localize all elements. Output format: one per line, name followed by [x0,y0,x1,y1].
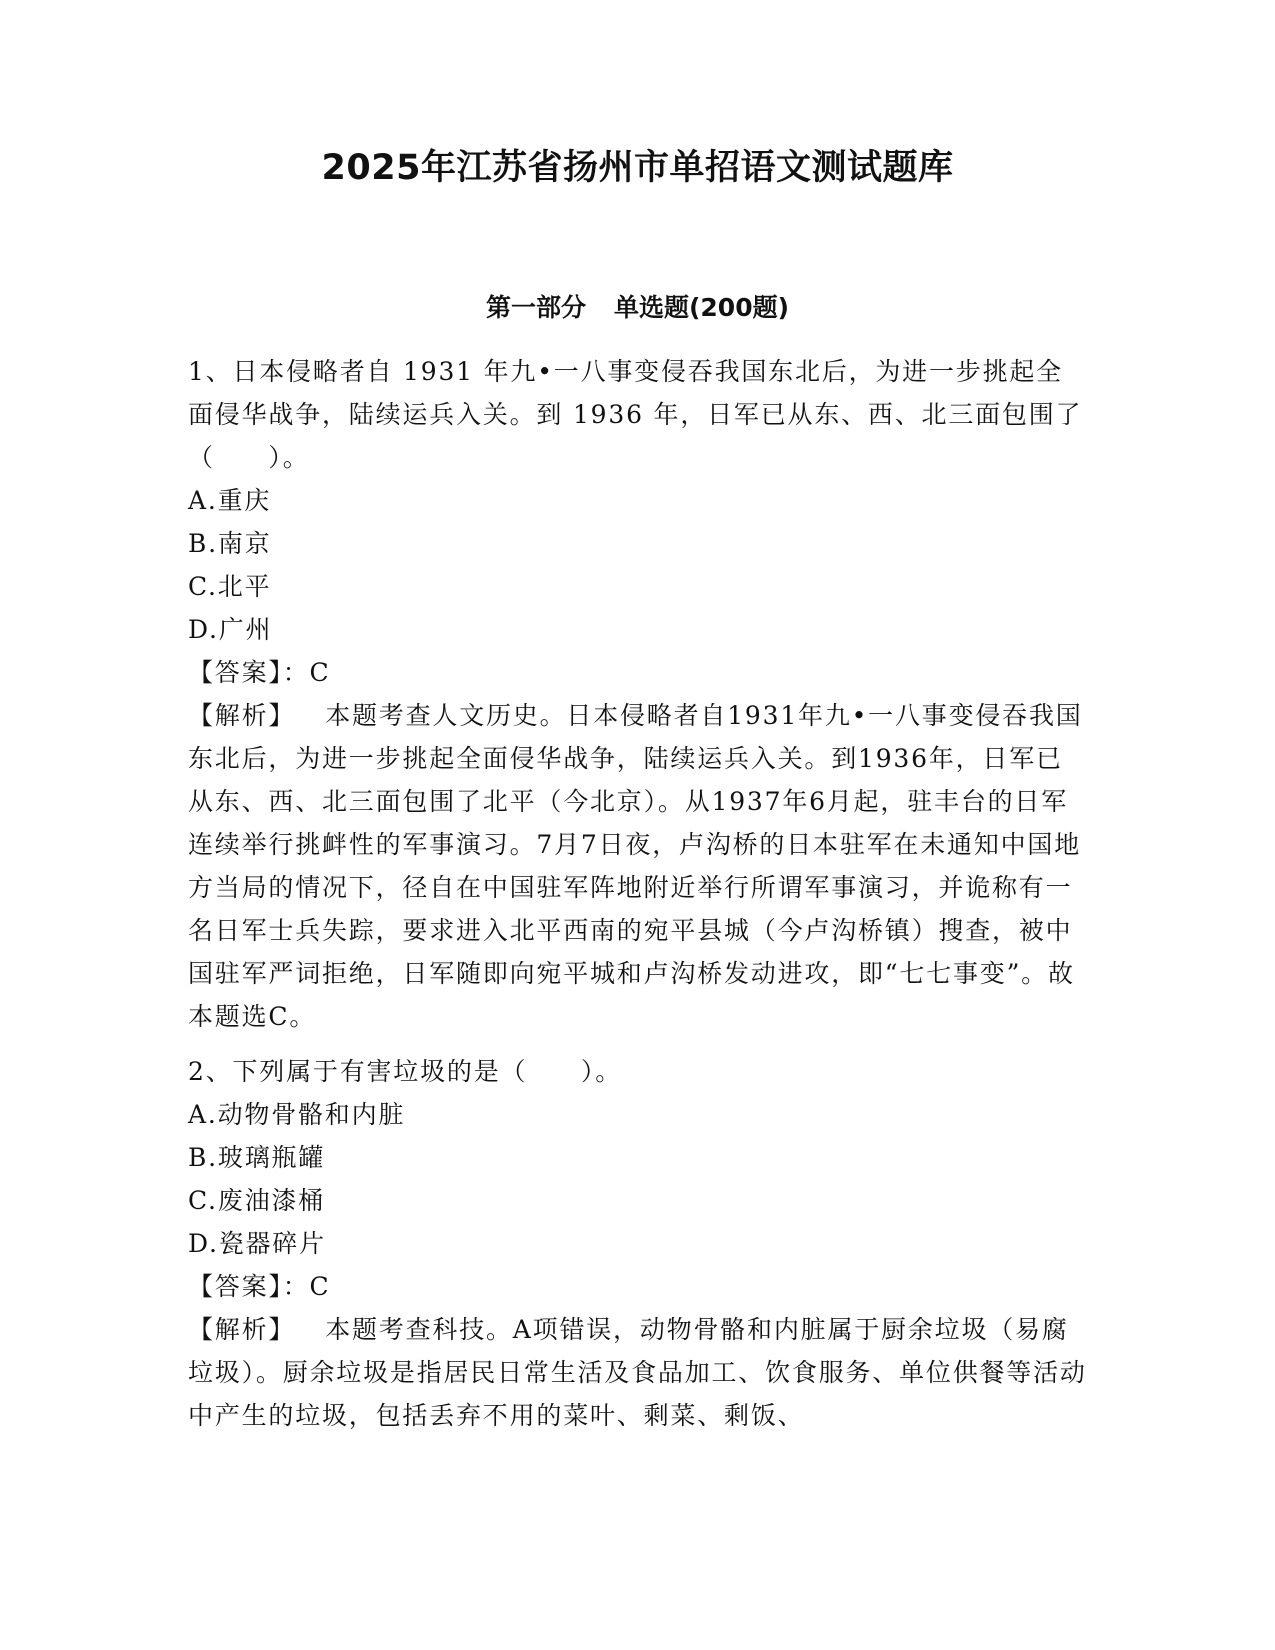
option-c: C.废油漆桶 [188,1186,325,1215]
option-a: A.重庆 [188,486,272,515]
option-d: D.广州 [188,615,273,644]
analysis-paragraph [188,1308,1088,1437]
analysis-paragraph [188,694,1088,1038]
question-2 [188,1050,1088,1437]
option-a: A.动物骨骼和内脏 [188,1100,406,1129]
option-b: B.南京 [188,529,272,558]
analysis-label: 【解析】 [188,1315,296,1344]
option-d: D.瓷器碎片 [188,1229,326,1258]
section-part: 第一部分 [485,293,586,322]
answer-label: 【答案】： [188,658,310,687]
answer-line [188,651,1088,694]
answer-value: C [309,658,331,687]
answer-line [188,1265,1088,1308]
section-heading [0,291,1275,325]
question-1 [188,350,1088,1038]
document-title: 2025年江苏省扬州市单招语文测试题库 [321,148,954,188]
analysis-text: 本题考查人文历史。日本侵略者自1931年九•一八事变侵吞我国东北后，为进一步挑起全面侵华战争，陆续运兵入关。到1936年，日军已从东、西、北三面包围了北平（今北京）。从1937年6月起，驻丰台的日军连续举行挑衅性的军事演习。7月7日夜，卢沟桥的日本驻军在未通知中国地方当局的情况下，径自在中国驻军阵地附近举行所谓军事演习，并诡称有一名日军士兵失踪，要求进入北平西南的宛平县城（今卢沟桥镇）搜查，被中国驻军严词拒绝，日军随即向宛平城和卢沟桥发动进攻，即“七七事变”。故本题选C。 [188,701,1083,1031]
question-stem: 1、日本侵略者自 1931 年九•一八事变侵吞我国东北后，为进一步挑起全面侵华战争，陆续运兵入关。到 1936 年，日军已从东、西、北三面包围了（ ）。 [188,357,1083,472]
question-list [188,350,1088,1449]
option-b: B.玻璃瓶罐 [188,1143,326,1172]
question-stem: 2、下列属于有害垃圾的是（ ）。 [188,1057,623,1086]
option-c: C.北平 [188,572,272,601]
answer-label: 【答案】： [188,1272,310,1301]
analysis-text: 本题考查科技。A项错误，动物骨骼和内脏属于厨余垃圾（易腐垃圾）。厨余垃圾是指居民日常生活及食品加工、饮食服务、单位供餐等活动中产生的垃圾，包括丢弃不用的菜叶、剩菜、剩饭、 [188,1315,1087,1430]
answer-value: C [309,1272,331,1301]
analysis-label: 【解析】 [188,701,296,730]
section-name: 单选题(200题) [613,293,790,322]
